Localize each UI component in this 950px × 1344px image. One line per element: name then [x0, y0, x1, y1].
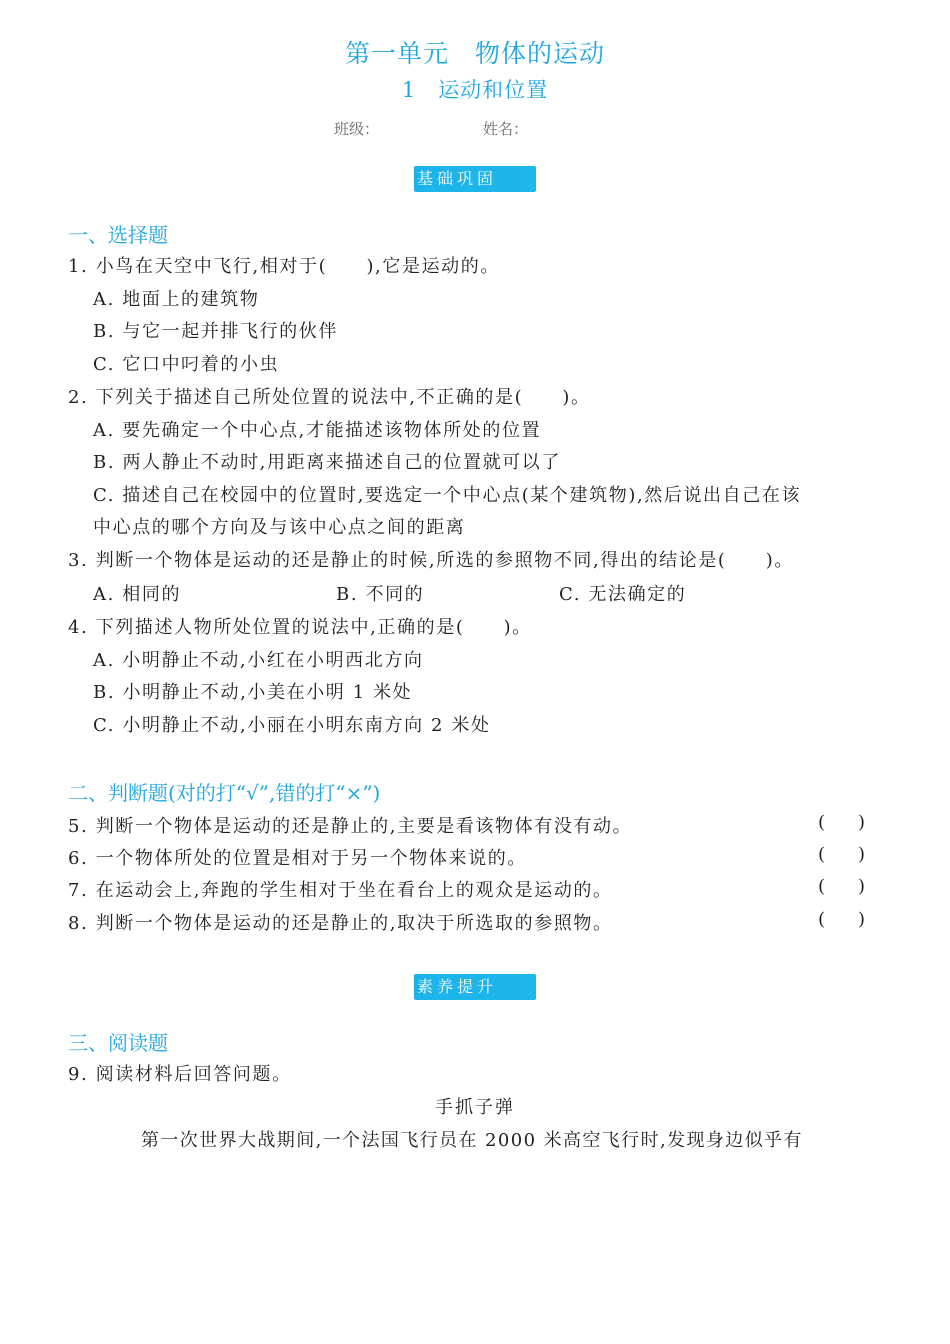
paren-open: ( — [818, 909, 826, 930]
question-9: 9. 阅读材料后回答问题。 — [68, 1064, 292, 1085]
question-1-option-b: B. 与它一起并排飞行的伙伴 — [93, 321, 339, 342]
question-3-option-a: A. 相同的 — [93, 584, 182, 605]
paren-close: ) — [858, 876, 866, 897]
class-label: 班级： — [334, 120, 380, 138]
lesson-title: 1 运动和位置 — [401, 78, 549, 102]
question-3: 3. 判断一个物体是运动的还是静止的时候,所选的参照物不同,得出的结论是( )。 — [68, 550, 794, 571]
question-4-option-c: C. 小明静止不动,小丽在小明东南方向 2 米处 — [93, 715, 491, 736]
question-1-option-a: A. 地面上的建筑物 — [93, 289, 260, 310]
paren-close: ) — [858, 909, 866, 930]
paren-open: ( — [818, 812, 826, 833]
question-6: 6. 一个物体所处的位置是相对于另一个物体来说的。 — [68, 848, 527, 869]
question-8: 8. 判断一个物体是运动的还是静止的,取决于所选取的参照物。 — [68, 913, 613, 934]
question-2-option-b: B. 两人静止不动时,用距离来描述自己的位置就可以了 — [93, 452, 561, 473]
question-6-answer-box[interactable] — [818, 844, 865, 865]
question-7: 7. 在运动会上,奔跑的学生相对于坐在看台上的观众是运动的。 — [68, 880, 613, 901]
question-3-option-b: B. 不同的 — [336, 584, 425, 605]
passage-title: 手抓子弹 — [435, 1097, 515, 1118]
question-2-option-a: A. 要先确定一个中心点,才能描述该物体所处的位置 — [93, 420, 542, 441]
section-judge-title: 二、判断题(对的打“√”,错的打“×”) — [68, 781, 381, 805]
question-2-option-c-cont: 中心点的哪个方向及与该中心点之间的距离 — [93, 517, 466, 538]
banner-basic: 基础巩固 — [414, 166, 536, 192]
question-8-answer-box[interactable] — [818, 909, 865, 930]
passage-text: 第一次世界大战期间,一个法国飞行员在 2000 米高空飞行时,发现身边似乎有 — [141, 1130, 803, 1151]
question-3-option-c: C. 无法确定的 — [559, 584, 687, 605]
question-2: 2. 下列关于描述自己所处位置的说法中,不正确的是( )。 — [68, 387, 591, 408]
paren-close: ) — [858, 812, 866, 833]
section-reading-title: 三、阅读题 — [68, 1031, 168, 1055]
question-5: 5. 判断一个物体是运动的还是静止的,主要是看该物体有没有动。 — [68, 816, 633, 837]
question-4-option-a: A. 小明静止不动,小红在小明西北方向 — [93, 650, 424, 671]
paren-close: ) — [858, 844, 866, 865]
unit-title: 第一单元 物体的运动 — [344, 39, 605, 68]
paren-open: ( — [818, 844, 826, 865]
question-1: 1. 小鸟在天空中飞行,相对于( ),它是运动的。 — [68, 256, 500, 277]
question-4-option-b: B. 小明静止不动,小美在小明 1 米处 — [93, 682, 413, 703]
paren-open: ( — [818, 876, 826, 897]
banner-advanced: 素养提升 — [414, 974, 536, 1000]
question-7-answer-box[interactable] — [818, 876, 865, 897]
section-choice-title: 一、选择题 — [68, 223, 168, 247]
question-2-option-c: C. 描述自己在校园中的位置时,要选定一个中心点(某个建筑物),然后说出自己在该 — [93, 485, 802, 506]
question-1-option-c: C. 它口中叼着的小虫 — [93, 354, 280, 375]
question-4: 4. 下列描述人物所处位置的说法中,正确的是( )。 — [68, 617, 532, 638]
name-label: 姓名： — [483, 120, 529, 138]
question-5-answer-box[interactable] — [818, 812, 865, 833]
